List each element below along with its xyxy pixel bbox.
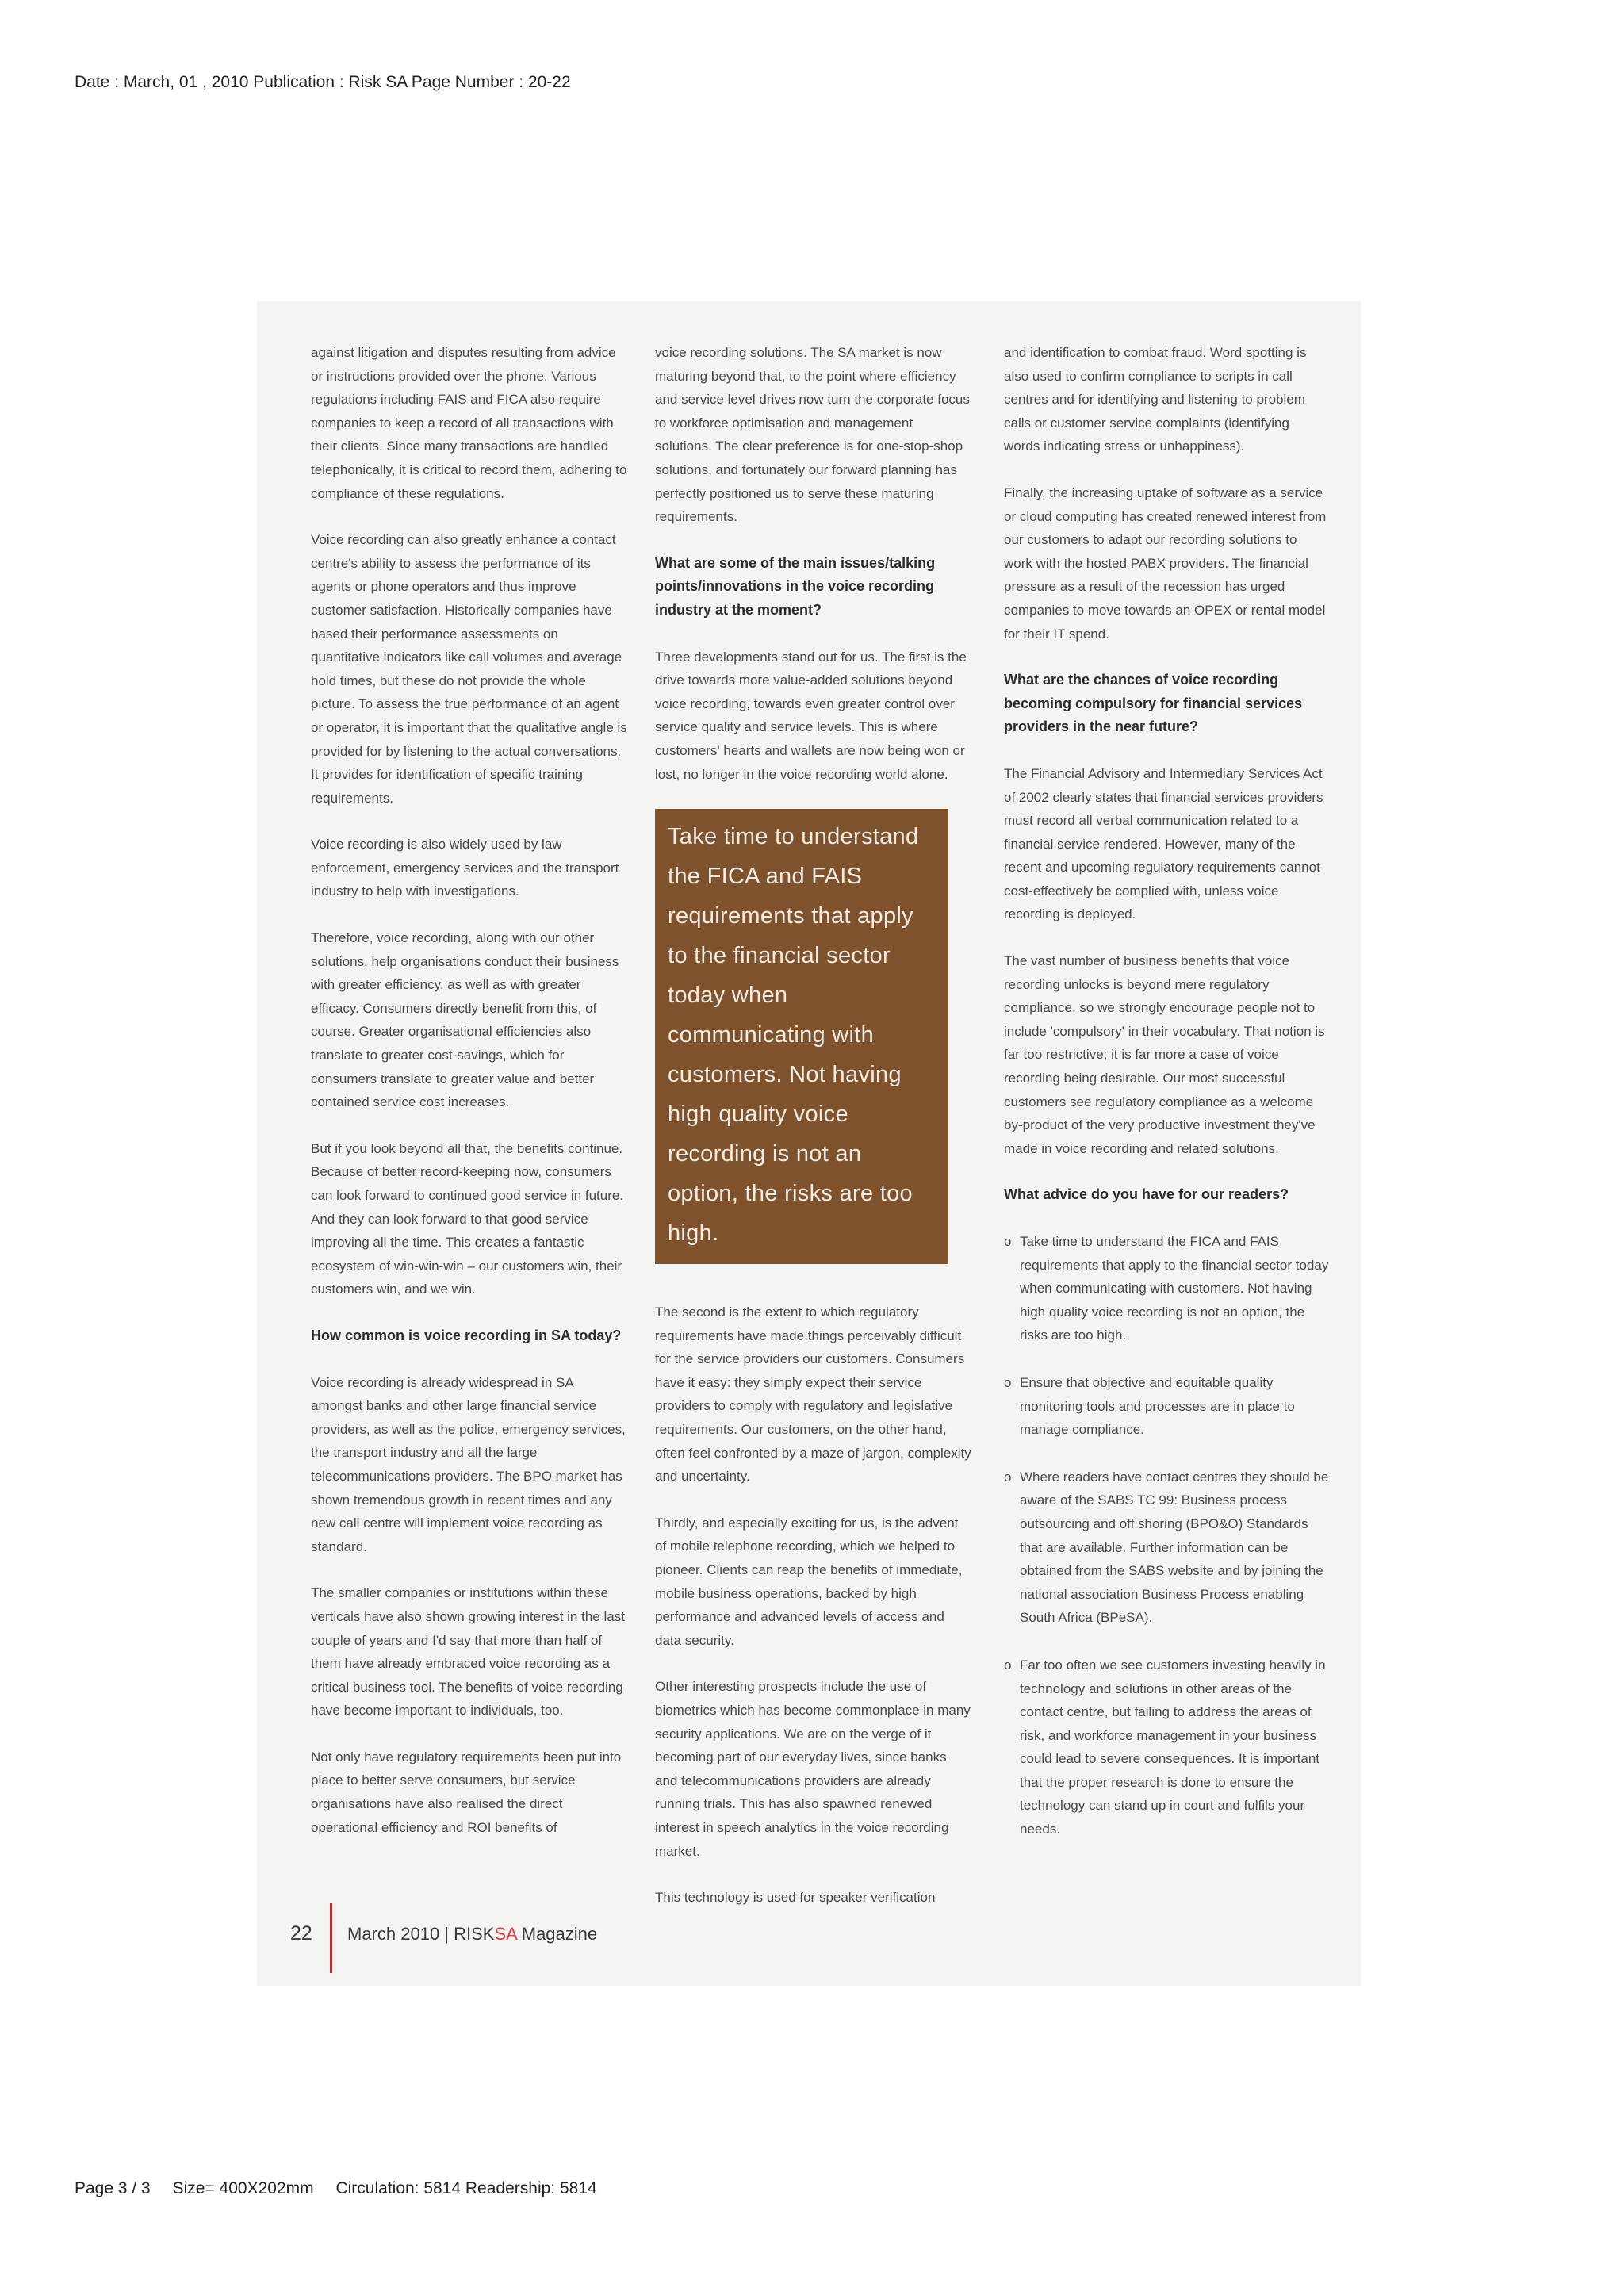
document-header-meta: Date : March, 01 , 2010 Publication : Risk SA Page Number : 20-22 [75,73,571,91]
article-column-3 [1004,341,1329,1865]
paragraph: This technology is used for speaker verification [655,1890,936,1906]
page-footer [290,1903,766,1975]
magazine-text: Magazine [516,1924,598,1944]
paragraph: Other interesting prospects include the use of biometrics which has become commonplace in many security applications. We are on the verge of it becoming part of our everyday lives, since banks and telecommunications providers are already running trials. This has also spawned renewed interest in speech analytics in the voice recording market. [655,1679,971,1859]
brand-risk-text: RISK [454,1924,495,1944]
paragraph: Finally, the increasing uptake of software as a service or cloud computing has created renewed interest from our customers to adapt our recording solutions to work with the hosted PABX providers. The financial pressure as a result of the recession has urged companies to move towards an OPEX or rental model for their IT spend. [1004,485,1327,642]
advice-list-item: o Take time to understand the FICA and FAIS requirements that apply to the financial sector today when communicating with customers. Not having high quality voice recording is not an option, the risks are too high. [1004,1230,1329,1347]
question-heading: What advice do you have for our readers? [1004,1186,1289,1203]
clip-size: Size= 400X202mm [172,2179,314,2197]
scanned-magazine-page [257,301,1361,1986]
advice-list [1004,1230,1329,1841]
question-heading: What are the chances of voice recording becoming compulsory for financial services providers in the near future? [1004,672,1303,735]
brand-sa-text: SA [494,1924,517,1944]
paragraph: Voice recording can also greatly enhance a contact centre's ability to assess the performance of its agents or phone operators and thus improve customer satisfaction. Historically companies have based their performance assessments on quantitative indicators like call volumes and average hold times, but these do not provide the whole picture. To assess the true performance of an agent or operator, it is important that the qualitative angle is provided for by listening to the actual conversations. It provides for identification of specific training requirements. [311,532,627,806]
paragraph: Therefore, voice recording, along with our other solutions, help organisations conduct their business with greater efficiency, as well as with greater efficacy. Consumers directly benefit from this, of course. Greater organisational efficiencies also translate to greater cost-savings, which for consumers translate to greater value and better contained service cost increases. [311,930,619,1110]
page-number: 22 [290,1922,312,1944]
paragraph: The Financial Advisory and Intermediary Services Act of 2002 clearly states that financial services providers must record all verbal communication related to a financial service rendered. However, many of the recent and upcoming regulatory requirements cannot cost-effectively be complied with, unless voice recording is deployed. [1004,765,1323,922]
article-column-2 [655,341,972,1933]
paragraph: The second is the extent to which regulatory requirements have made things perceivably difficult for the service providers our customers. Consumers have it easy: they simply expect their service providers to comply with regulatory and legislative requirements. Our customers, on the other hand, often feel confronted by a maze of jargon, complexity and uncertainty. [655,1305,971,1485]
pull-quote-text: Take time to understand the FICA and FAIS requirements that apply to the financial sector today when communicating with customers. Not having high quality voice recording is not an option, the risks are too high. [668,824,919,1247]
paragraph: Not only have regulatory requirements been put into place to better serve consumers, but service organisations have also realised the direct operational efficiency and ROI benefits of [311,1749,622,1835]
paragraph: against litigation and disputes resulting from advice or instructions provided over the phone. Various regulations including FAIS and FICA also require companies to keep a record of all transactions with their clients. Since many transactions are handled telephonically, it is critical to record them, adhering to compliance of these regulations. [311,345,627,501]
question-heading: How common is voice recording in SA today? [311,1327,622,1343]
advice-list-item: o Far too often we see customers investing heavily in technology and solutions in other areas of the contact centre, but failing to address the areas of risk, and workforce management in your business could lead to severe consequences. It is important that the proper research is done to ensure the technology can stand up in court and fulfils your needs. [1004,1653,1329,1841]
paragraph: Three developments stand out for us. The first is the drive towards more value-added solutions beyond voice recording, towards even greater control over service quality and service levels. This is where customers' hearts and wallets are now being won or lost, no longer in the voice recording world alone. [655,649,967,782]
circulation: Circulation: 5814 Readership: 5814 [335,2179,597,2197]
article-column-1 [311,341,628,1862]
paragraph: and identification to combat fraud. Word spotting is also used to confirm compliance to scripts in call centres and for identifying and listening to problem calls or customer service complaints (identifying words indicating stress or unhappiness). [1004,345,1307,454]
advice-list-item: o Where readers have contact centres they should be aware of the SABS TC 99: Business process outsourcing and off shoring (BPO&O) Standards that are available. Further information can be obtained from the SABS website and by joining the national association Business Process enabling South Africa (BPeSA). [1004,1466,1329,1630]
footer-divider [330,1903,332,1973]
issue-label [347,1924,597,1944]
paragraph: The vast number of business benefits that voice recording unlocks is beyond mere regulatory compliance, so we strongly encourage people not to include 'compulsory' in their vocabulary. That notion is far too restrictive; it is far more a case of voice recording being desirable. Our most successful customers see regulatory compliance as a welcome by-product of the very productive investment they've made in voice recording and related solutions. [1004,953,1325,1156]
pull-quote-box [655,809,948,1264]
paragraph: But if you look beyond all that, the benefits continue. Because of better record-keeping now, consumers can look forward to continued good service in future. And they can look forward to that good service improving all the time. This creates a fantastic ecosystem of win-win-win – our customers win, their customers win, and we win. [311,1140,624,1297]
question-heading: What are some of the main issues/talking points/innovations in the voice recording industry at the moment? [655,554,936,618]
advice-list-item: o Ensure that objective and equitable quality monitoring tools and processes are in place to manage compliance. [1004,1371,1329,1442]
page-count: Page 3 / 3 [75,2179,151,2197]
paragraph: voice recording solutions. The SA market is now maturing beyond that, to the point where efficiency and service level drives now turn the corporate focus to workforce optimisation and management solutions. The clear preference is for one-stop-shop solutions, and fortunately our forward planning has perfectly positioned us to serve these maturing requirements. [655,345,970,525]
paragraph: Voice recording is also widely used by law enforcement, emergency services and the transport industry to help with investigations. [311,837,619,899]
document-footer-meta [75,2179,615,2198]
paragraph: Voice recording is already widespread in SA amongst banks and other large financial service providers, as well as the police, emergency services, the transport industry and all the large telecommunications providers. The BPO market has shown tremendous growth in recent times and any new call centre will implement voice recording as standard. [311,1374,626,1554]
paragraph: The smaller companies or institutions within these verticals have also shown growing interest in the last couple of years and I'd say that more than half of them have already embraced voice recording as a critical business tool. The benefits of voice recording have become important to individuals, too. [311,1585,625,1718]
issue-date: March 2010 | [347,1924,454,1944]
paragraph: Thirdly, and especially exciting for us, is the advent of mobile telephone recording, which we helped to pioneer. Clients can reap the benefits of immediate, mobile business operations, backed by high performance and advanced levels of access and data security. [655,1515,963,1648]
